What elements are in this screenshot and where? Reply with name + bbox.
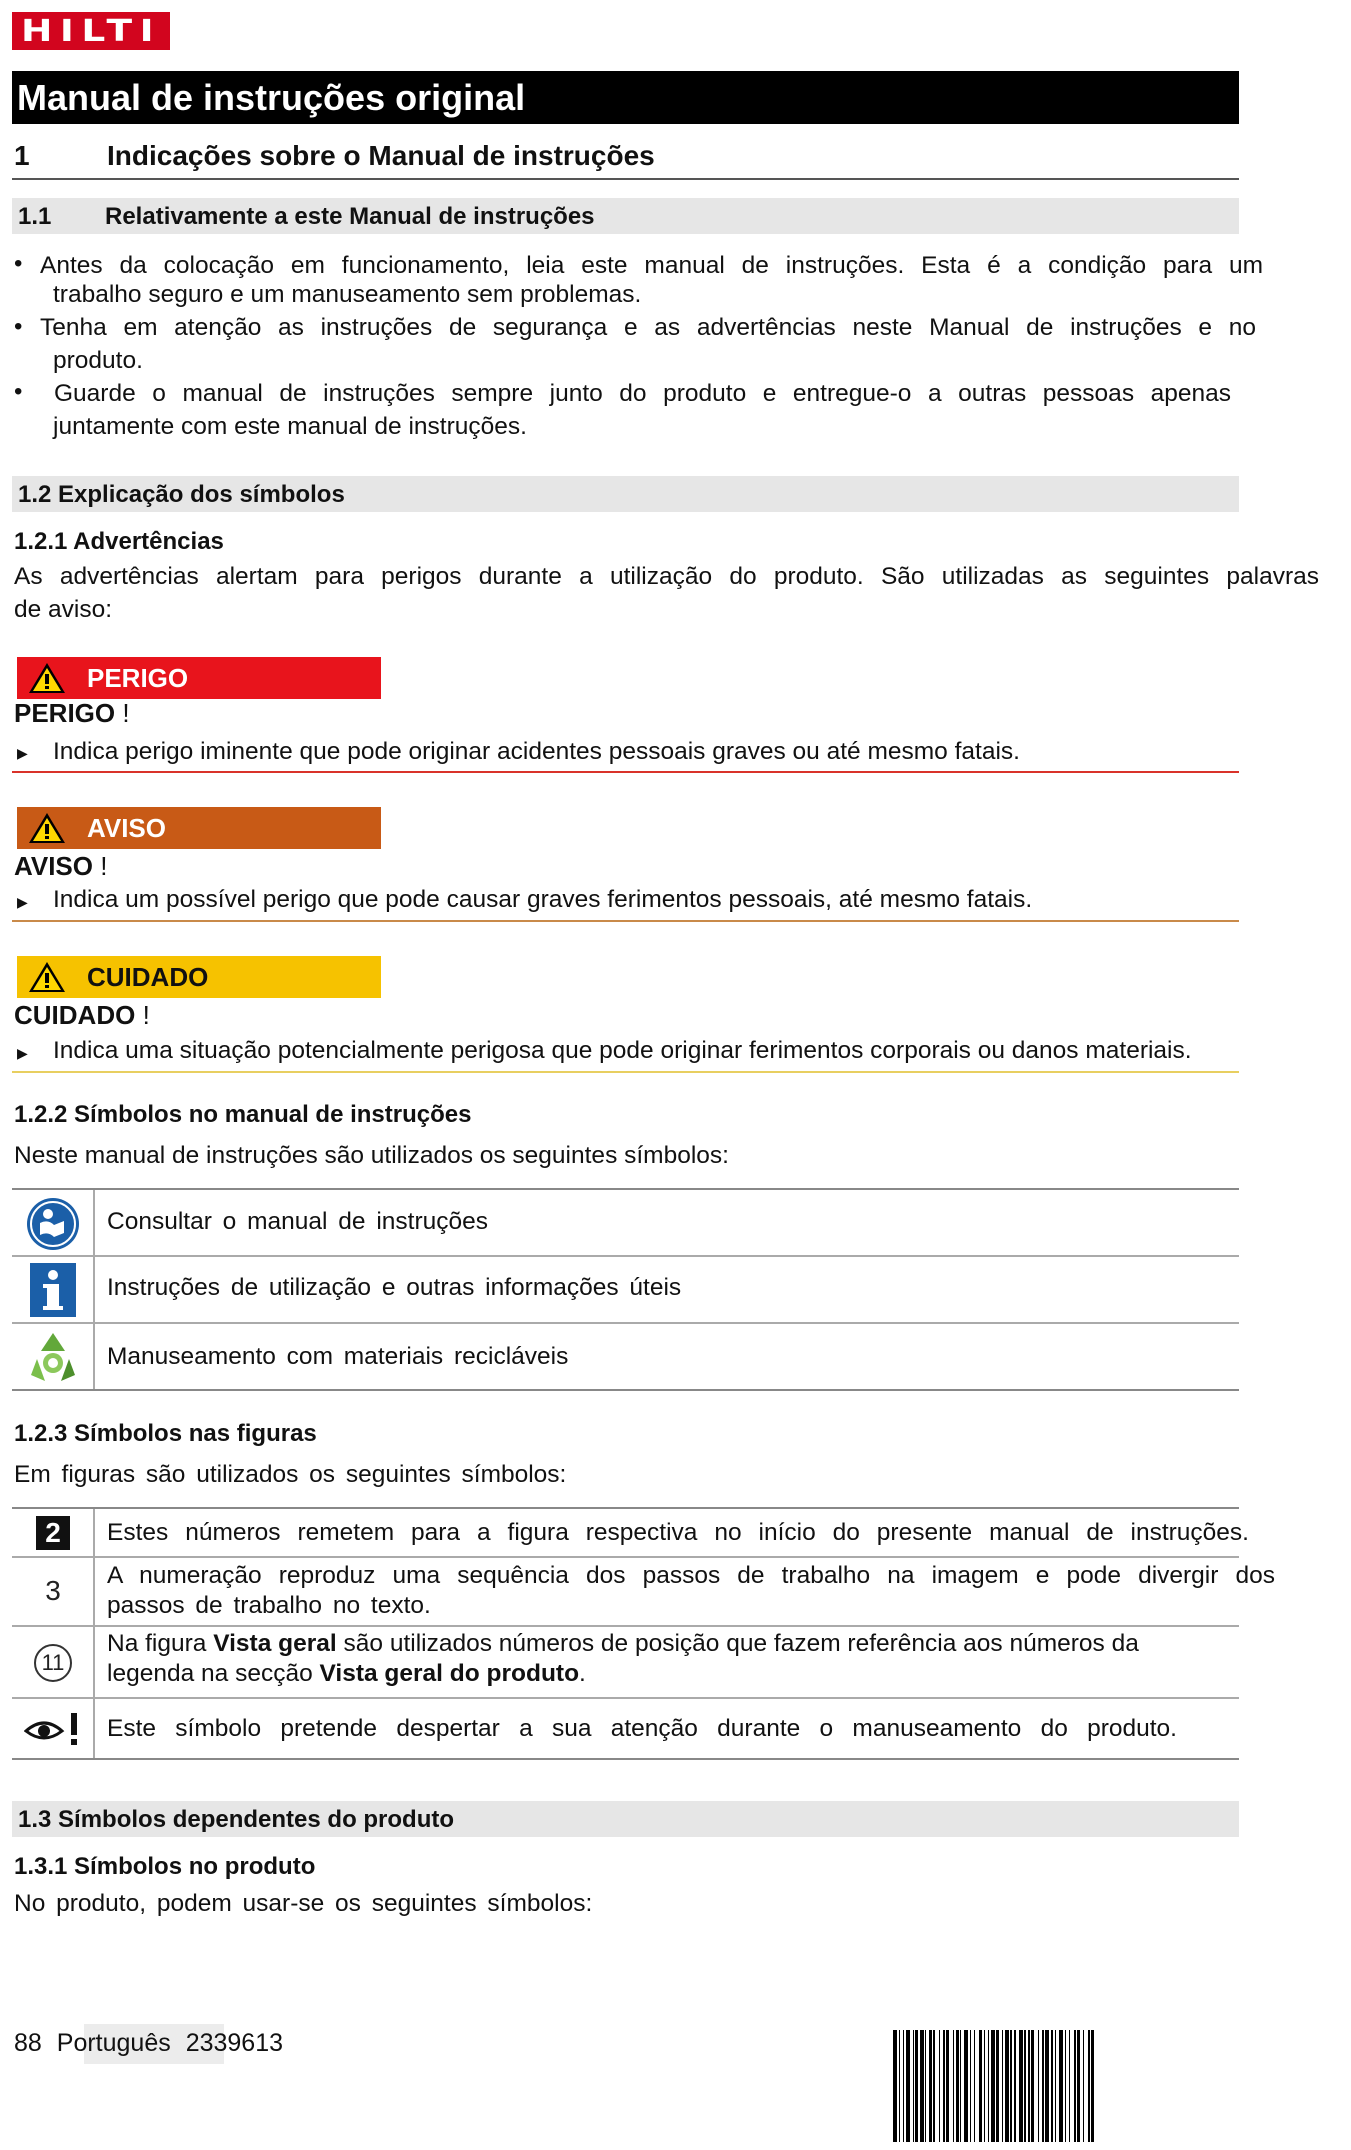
figure-number-icon bbox=[14, 1511, 92, 1555]
cuidado-label bbox=[17, 956, 381, 998]
arrow-icon: ▶ bbox=[17, 1045, 28, 1061]
aviso-word: AVISO bbox=[14, 851, 93, 881]
page-title: Manual de instruções original bbox=[12, 71, 1239, 124]
recycling-icon bbox=[14, 1326, 92, 1388]
perigo-label-text: PERIGO bbox=[87, 662, 189, 693]
position-number-icon bbox=[14, 1629, 92, 1697]
figure-row-text-line2: passos de trabalho no texto. bbox=[107, 1592, 431, 1619]
bullet-dot: • bbox=[14, 378, 23, 405]
table-2-divider bbox=[93, 1509, 95, 1759]
bold-term: Vista geral do produto bbox=[319, 1660, 580, 1687]
figure-row-text-line2 bbox=[107, 1657, 586, 1690]
section-1-2-title: 1.2 Explicação dos símbolos bbox=[18, 481, 345, 508]
perigo-label bbox=[17, 657, 381, 699]
bullet-3-line2: juntamente com este manual de instruções. bbox=[53, 413, 527, 440]
table-1-divider bbox=[93, 1190, 95, 1390]
aviso-label bbox=[17, 807, 381, 849]
warning-triangle-icon bbox=[27, 811, 67, 845]
section-1-2-2-intro: Neste manual de instruções são utilizados os seguintes símbolos: bbox=[14, 1142, 729, 1169]
footer-code: 2339613 bbox=[185, 2029, 284, 2057]
figure-row-text: Este símbolo pretende despertar a sua atenção durante o manuseamento do produto. bbox=[107, 1715, 1177, 1742]
warning-triangle-icon bbox=[27, 960, 67, 994]
section-1-rule bbox=[12, 178, 1239, 180]
section-1-2-3-title: 1.2.3 Símbolos nas figuras bbox=[14, 1420, 317, 1447]
section-1-2-2-title: 1.2.2 Símbolos no manual de instruções bbox=[14, 1101, 472, 1128]
aviso-suffix: ! bbox=[92, 851, 108, 881]
position-number-symbol: 11 bbox=[34, 1644, 72, 1682]
footer bbox=[14, 2029, 283, 2058]
arrow-icon: ▶ bbox=[17, 745, 28, 761]
symbol-row-text: Manuseamento com materiais recicláveis bbox=[107, 1343, 569, 1370]
bullet-3-line1: Guarde o manual de instruções sempre junto do produto e entregue-o a outras pessoas apenas bbox=[54, 380, 1231, 407]
table-1-top-rule bbox=[12, 1188, 1239, 1190]
table-row-line bbox=[12, 1697, 1239, 1699]
perigo-word: PERIGO bbox=[14, 698, 116, 728]
text-span: Na figura bbox=[107, 1630, 214, 1657]
table-row-line bbox=[12, 1255, 1239, 1257]
arrow-icon: ▶ bbox=[17, 894, 28, 910]
figure-row-text: Estes números remetem para a figura respectiva no início do presente manual de instruções. bbox=[107, 1519, 1249, 1546]
cuidado-rule bbox=[12, 1071, 1239, 1073]
cuidado-suffix: ! bbox=[135, 1000, 150, 1030]
aviso-label-text: AVISO bbox=[87, 812, 166, 843]
info-icon bbox=[14, 1259, 92, 1321]
read-manual-icon bbox=[14, 1193, 92, 1255]
figure-row-text-line1 bbox=[107, 1627, 1139, 1660]
text-span: . bbox=[579, 1660, 586, 1687]
table-2-bottom-rule bbox=[12, 1758, 1239, 1760]
section-1-2-1-title: 1.2.1 Advertências bbox=[14, 528, 224, 555]
section-1-3-title: 1.3 Símbolos dependentes do produto bbox=[18, 1806, 455, 1833]
cuidado-signal bbox=[14, 1000, 150, 1031]
bullet-dot: • bbox=[14, 313, 23, 340]
section-1-1-title: Relativamente a este Manual de instruções bbox=[105, 203, 595, 230]
logo-text: HILTI bbox=[20, 13, 162, 49]
perigo-signal bbox=[14, 698, 130, 729]
section-1-3-1-title: 1.3.1 Símbolos no produto bbox=[14, 1853, 316, 1880]
section-1-title: Indicações sobre o Manual de instruções bbox=[107, 140, 655, 171]
section-1-2-1-intro-line2: de aviso: bbox=[14, 596, 113, 623]
figure-number-symbol: 2 bbox=[36, 1516, 70, 1550]
aviso-rule bbox=[12, 920, 1239, 922]
step-number-icon bbox=[14, 1560, 92, 1622]
page-number: 88 bbox=[14, 2029, 42, 2057]
perigo-text: Indica perigo iminente que pode originar acidentes pessoais graves ou até mesmo fatais. bbox=[53, 738, 1020, 765]
bullet-1-line1: Antes da colocação em funcionamento, leia este manual de instruções. Esta é a condição para um bbox=[40, 252, 1263, 279]
perigo-rule bbox=[12, 771, 1239, 773]
aviso-signal bbox=[14, 851, 107, 882]
section-1-3-1-intro: No produto, podem usar-se os seguintes símbolos: bbox=[14, 1890, 593, 1917]
bullet-2-line2: produto. bbox=[53, 347, 143, 374]
cuidado-text: Indica uma situação potencialmente perigosa que pode originar ferimentos corporais ou danos materiais. bbox=[53, 1037, 1192, 1064]
cuidado-word: CUIDADO bbox=[14, 1000, 136, 1030]
section-1-2-3-intro: Em figuras são utilizados os seguintes símbolos: bbox=[14, 1461, 567, 1488]
table-2-top-rule bbox=[12, 1507, 1239, 1509]
footer-language: Português bbox=[56, 2029, 171, 2057]
table-row-line bbox=[12, 1322, 1239, 1324]
section-1-1-number: 1.1 bbox=[18, 203, 52, 230]
section-1-number: 1 bbox=[14, 140, 30, 171]
text-span: legenda na secção bbox=[107, 1660, 320, 1687]
text-span: são utilizados números de posição que fazem referência aos números da bbox=[336, 1630, 1139, 1657]
table-1-bottom-rule bbox=[12, 1389, 1239, 1391]
perigo-suffix: ! bbox=[115, 698, 130, 728]
symbol-row-text: Instruções de utilização e outras informações úteis bbox=[107, 1274, 682, 1301]
symbol-row-text: Consultar o manual de instruções bbox=[107, 1208, 488, 1235]
bullet-2-line1: Tenha em atenção as instruções de segurança e as advertências neste Manual de instruções e no bbox=[40, 314, 1256, 341]
table-row-line bbox=[12, 1556, 1239, 1558]
aviso-text: Indica um possível perigo que pode causar graves ferimentos pessoais, até mesmo fatais. bbox=[53, 886, 1033, 913]
section-1-2-1-intro-line1: As advertências alertam para perigos durante a utilização do produto. São utilizadas as seguintes palavras bbox=[14, 563, 1319, 590]
warning-triangle-icon bbox=[27, 661, 67, 695]
bullet-1-line2: trabalho seguro e um manuseamento sem problemas. bbox=[53, 281, 642, 308]
barcode-icon bbox=[893, 2030, 1095, 2142]
bold-term: Vista geral bbox=[213, 1630, 337, 1657]
attention-eye-icon bbox=[14, 1701, 92, 1757]
figure-row-text-line1: A numeração reproduz uma sequência dos passos de trabalho na imagem e pode divergir dos bbox=[107, 1562, 1275, 1589]
bullet-dot: • bbox=[14, 250, 23, 277]
step-number-symbol: 3 bbox=[45, 1575, 61, 1606]
hilti-logo bbox=[12, 12, 170, 50]
cuidado-label-text: CUIDADO bbox=[87, 961, 209, 992]
barcode-bar bbox=[1094, 2030, 1095, 2142]
